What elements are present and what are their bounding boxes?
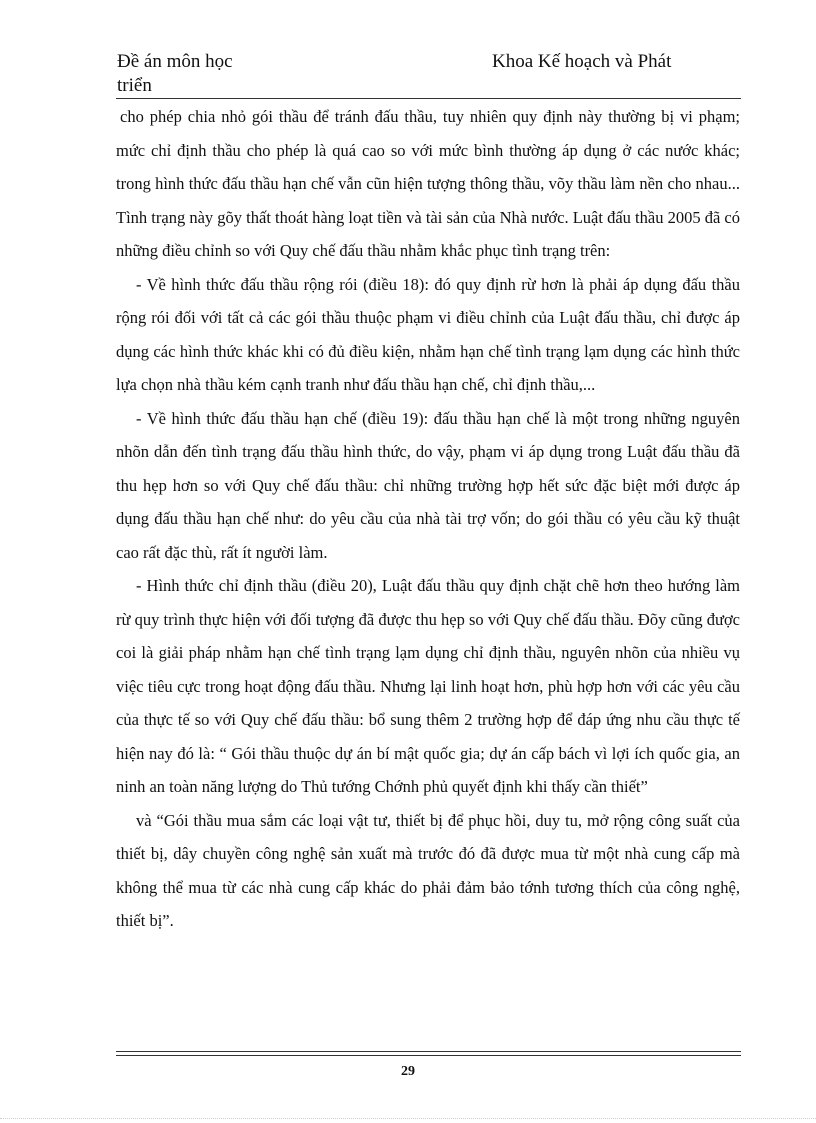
header-course-title	[117, 50, 317, 98]
paragraph-2: - Về hình thức đấu thầu rộng rói (điều 18): đó quy định rừ hơn là phải áp dụng đấu thầu rộng rói đối với tất cả các gói thầu thuộc phạm vi điều chỉnh của Luật đấu thầu, chỉ được áp dụng các hình thức khác khi có đủ điều kiện, nhằm hạn chế tình trạng lạm dụng các hình thức lựa chọn nhà thầu kém cạnh tranh như đấu thầu hạn chế, chỉ định thầu,...	[116, 274, 740, 394]
paragraph-5: và “Gói thầu mua sắm các loại vật tư, thiết bị để phục hồi, duy tu, mở rộng công suất của thiết bị, dây chuyền công nghệ sản xuất mà trước đó đã được mua từ một nhà cung cấp mà không thể mua từ các nhà cung cấp khác do phải đảm bảo tớnh tương thích của công nghệ, thiết bị”.	[116, 810, 740, 930]
document-body	[116, 100, 740, 938]
page-edge	[0, 1118, 816, 1119]
page-number: 29	[401, 1064, 415, 1079]
header-course-title-text: Đề án môn học triển	[117, 51, 233, 96]
paragraph-1: cho phép chia nhỏ gói thầu để tránh đấu thầu, tuy nhiên quy định này thường bị vi phạm; mức chỉ định thầu cho phép là quá cao so với mức bình thường áp dụng ở các nước khác; trong hình thức đấu thầu hạn chế vẫn cũn hiện tượng thông thầu, võy thầu làm nền cho nhau... Tình trạng này gõy thất thoát hàng loạt tiền và tài sản của Nhà nước. Luật đấu thầu 2005 đã có những điều chỉnh so với Quy chế đấu thầu nhằm khắc phục tình trạng trên:	[116, 107, 740, 260]
paragraph-3: - Về hình thức đấu thầu hạn chế (điều 19): đấu thầu hạn chế là một trong những nguyên nhõn dẫn đến tình trạng đấu thầu hình thức, do vậy, phạm vi áp dụng trong Luật đấu thầu đã thu hẹp hơn so với Quy chế đấu thầu: chỉ những trường hợp hết sức đặc biệt mới được áp dụng đấu thầu hạn chế như: do yêu cầu của nhà tài trợ vốn; do gói thầu có yêu cầu kỹ thuật cao rất đặc thù, rất ít người làm.	[116, 408, 740, 562]
header-divider	[116, 98, 741, 99]
footer-divider	[116, 1051, 741, 1056]
paragraph-4: - Hình thức chỉ định thầu (điều 20), Luật đấu thầu quy định chặt chẽ hơn theo hướng làm rừ quy trình thực hiện với đối tượng đã được thu hẹp so với Quy chế đấu thầu. Đõy cũng được coi là giải pháp nhằm hạn chế tình trạng lạm dụng chỉ định thầu, nguyên nhõn của nhiều vụ việc tiêu cực trong hoạt động đấu thầu. Nhưng lại linh hoạt hơn, phù hợp hơn với các yêu cầu của thực tế so với Quy chế đấu thầu: bổ sung thêm 2 trường hợp để đáp ứng nhu cầu thực tế hiện nay đó là: “ Gói thầu thuộc dự án bí mật quốc gia; dự án cấp bách vì lợi ích quốc gia, an ninh an toàn năng lượng do Thủ tướng Chớnh phủ quyết định khi thấy cần thiết”	[116, 576, 740, 796]
header-faculty-name: Khoa Kế hoạch và Phát	[492, 51, 672, 72]
